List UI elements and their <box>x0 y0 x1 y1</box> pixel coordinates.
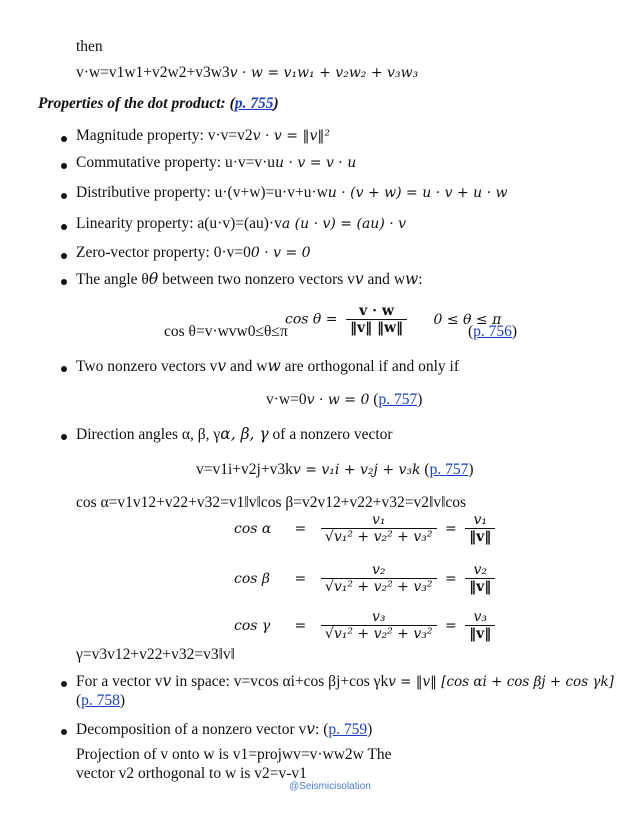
property-math: a (u · v) = (au) · v <box>281 216 407 232</box>
norm: ‖v‖ <box>465 625 495 642</box>
greek-math: α, β, γ <box>220 425 269 443</box>
bullet-icon <box>61 193 67 199</box>
norm: ‖v‖ <box>465 528 495 545</box>
page-link-757[interactable]: p. 757 <box>378 391 418 408</box>
vector-text: v=v1i+v2j+v3k <box>196 461 293 478</box>
cos-alpha-fraction <box>321 512 437 545</box>
page-link-756[interactable]: p. 756 <box>473 323 512 340</box>
cos-gamma-fraction <box>321 609 437 642</box>
list-item-zero-vector <box>76 244 311 262</box>
property-label: Zero-vector property: <box>76 244 210 261</box>
then-text: then <box>76 38 103 55</box>
v-math: v <box>306 720 316 738</box>
property-text: u·v=v·u <box>224 154 276 171</box>
vector-space-pre: For a vector <box>76 673 151 690</box>
property-text: u·(v+w)=u·v+u·w <box>214 184 328 201</box>
v-text: v <box>209 358 218 375</box>
property-math: v · v = ‖v‖² <box>252 128 330 144</box>
property-text: v·v=v2 <box>207 127 253 144</box>
property-math: u · (v + w) = u · v + u · w <box>327 185 508 201</box>
cos-beta-norm-fraction <box>465 562 495 595</box>
page-link-758[interactable]: p. 758 <box>81 692 120 709</box>
v-math: v <box>162 672 172 690</box>
sqrt-body: v₁² + v₂² + v₃² <box>333 529 433 545</box>
equals: = <box>444 570 457 587</box>
greek-text: α, β, γ <box>181 426 221 443</box>
vector-space-text: v=vcos αi+cos βj+cos γk <box>233 673 389 690</box>
fraction-numerator: v · w <box>359 303 394 319</box>
w-math: w <box>405 270 419 288</box>
dot-def-text: v·w=v1w1+v2w2+v3w3 <box>76 64 230 81</box>
list-item-angle <box>76 270 423 289</box>
orthogonal-formula: v·w=0v · w = 0 (p. 757) <box>266 391 423 408</box>
bullet-icon <box>61 136 67 142</box>
cos-beta-fraction <box>321 562 437 595</box>
sqrt-body: v₁² + v₂² + v₃² <box>333 579 433 595</box>
decomposition-pre: Decomposition of a nonzero vector <box>76 721 295 738</box>
vector-space-mid: in space: <box>175 673 230 690</box>
equals: = <box>294 520 307 537</box>
direction-pre: Direction angles <box>76 426 179 443</box>
close-paren: ) <box>367 721 373 738</box>
dot-product-definition <box>76 64 418 82</box>
fraction-denominator: ‖v‖ ‖w‖ <box>346 319 407 336</box>
bullet-icon <box>61 224 67 230</box>
list-item-distributive <box>76 184 508 202</box>
gamma-cosine-text: γ=v3v12+v22+v32=v3‖v‖ <box>76 646 236 663</box>
cos-beta-row <box>234 562 495 595</box>
section-heading <box>38 95 279 113</box>
property-text: a(u·v)=(au)·v <box>197 215 282 232</box>
orthogonal-eq-math: v · w = 0 <box>306 392 370 408</box>
angle-fraction <box>346 303 407 336</box>
bullet-icon <box>61 163 67 169</box>
w-text: w <box>256 358 268 375</box>
and-text: and <box>230 358 253 375</box>
property-label: Magnitude property: <box>76 127 204 144</box>
orthogonal-component-text: vector v2 orthogonal to w is v2=v-v1 <box>76 765 307 782</box>
orthogonal-post: are orthogonal if and only if <box>284 358 459 375</box>
equals: = <box>294 570 307 587</box>
angle-mid: between two nonzero vectors <box>162 271 344 288</box>
bullet-icon <box>61 681 67 687</box>
watermark: @Seismicisolation <box>289 781 371 792</box>
list-item-magnitude <box>76 127 330 145</box>
projection-text: Projection of v onto w is v1=projwv=v·ww2w The <box>76 746 392 763</box>
numerator: v₁ <box>371 512 386 528</box>
list-item-vector-in-space <box>76 672 614 691</box>
property-math: 0 · v = 0 <box>250 245 311 261</box>
property-text: 0·v=0 <box>213 244 251 261</box>
list-item-direction-angles <box>76 425 393 444</box>
bullet-icon <box>61 279 67 285</box>
v-text: v <box>298 721 307 738</box>
norm: ‖v‖ <box>465 578 495 595</box>
heading-close: ) <box>273 95 279 112</box>
vector-components: v=v1i+v2j+v3kv = v₁i + v₂j + v₃k (p. 757) <box>196 461 474 478</box>
colon-paren: : ( <box>315 721 329 738</box>
bullet-icon <box>61 366 67 372</box>
dot-def-math: v · w = v₁w₁ + v₂w₂ + v₃w₃ <box>229 65 419 81</box>
list-item-commutative <box>76 154 356 172</box>
property-label: Commutative property: <box>76 154 222 171</box>
numerator: v₂ <box>473 562 487 578</box>
numerator: v₂ <box>371 562 386 578</box>
sqrt-body: v₁² + v₂² + v₃² <box>333 626 433 642</box>
numerator: v₃ <box>371 609 386 625</box>
cos-alpha-lhs: cos α <box>234 520 272 537</box>
sqrt-denominator: √v₁² + v₂² + v₃² <box>321 578 437 595</box>
vector-math: v = v₁i + v₂j + v₃k <box>292 462 421 478</box>
angle-pre: The angle <box>76 271 138 288</box>
theta-range: 0 ≤ θ ≤ π <box>433 311 502 328</box>
property-label: Linearity property: <box>76 215 194 232</box>
and-text: and <box>367 271 390 288</box>
equals: = <box>444 617 457 634</box>
list-item-decomposition <box>76 720 372 739</box>
w-text: w <box>393 271 406 288</box>
bullet-icon <box>61 253 67 259</box>
orthogonal-pre: Two nonzero vectors <box>76 358 206 375</box>
direction-cosines-text: cos α=v1v12+v22+v32=v1‖v‖cos β=v2v12+v22+v32=v2‖v‖cos <box>76 494 467 511</box>
theta-text: θ <box>141 271 149 288</box>
property-math: u · v = v · u <box>275 155 357 171</box>
property-label: Distributive property: <box>76 184 211 201</box>
orthogonal-eq-text: v·w=0 <box>266 391 307 408</box>
vector-space-math: v = ‖v‖ [cos αi + cos βj + cos γk] <box>388 674 614 690</box>
bullet-icon <box>61 434 67 440</box>
vector-space-ref: (p. 758) <box>76 692 126 709</box>
cos-gamma-row <box>234 609 495 642</box>
equals: = <box>294 617 307 634</box>
numerator: v₃ <box>473 609 487 625</box>
sqrt-denominator: √v₁² + v₂² + v₃² <box>321 625 437 642</box>
sqrt-denominator: √v₁² + v₂² + v₃² <box>321 528 437 545</box>
list-item-orthogonal <box>76 357 459 376</box>
direction-post: of a nonzero vector <box>272 426 393 443</box>
v-text: v <box>154 673 163 690</box>
heading-text: Properties of the dot product: ( <box>38 95 235 112</box>
v-math: v <box>354 270 364 288</box>
w-math: w <box>267 357 281 375</box>
v-text: v <box>347 271 355 288</box>
cos-beta-lhs: cos β <box>234 570 270 587</box>
page-link-757b[interactable]: p. 757 <box>429 461 469 478</box>
equals: = <box>444 520 457 537</box>
cos-gamma-lhs: cos γ <box>234 617 271 634</box>
cos-alpha-row <box>234 512 495 545</box>
list-item-linearity <box>76 215 406 233</box>
colon: : <box>418 271 423 288</box>
cos-gamma-norm-fraction <box>465 609 495 642</box>
page-link-755[interactable]: p. 755 <box>234 95 274 112</box>
theta-math: θ <box>148 270 159 288</box>
angle-formula-text: cos θ=v·wvw0≤θ≤π <box>164 323 288 340</box>
bullet-icon <box>61 729 67 735</box>
cos-alpha-norm-fraction <box>465 512 495 545</box>
angle-ref: (p. 756) <box>468 323 518 340</box>
v-math: v <box>217 357 227 375</box>
numerator: v₁ <box>473 512 487 528</box>
page-link-759[interactable]: p. 759 <box>328 721 368 738</box>
cos-theta-lhs: cos θ = <box>285 311 338 328</box>
